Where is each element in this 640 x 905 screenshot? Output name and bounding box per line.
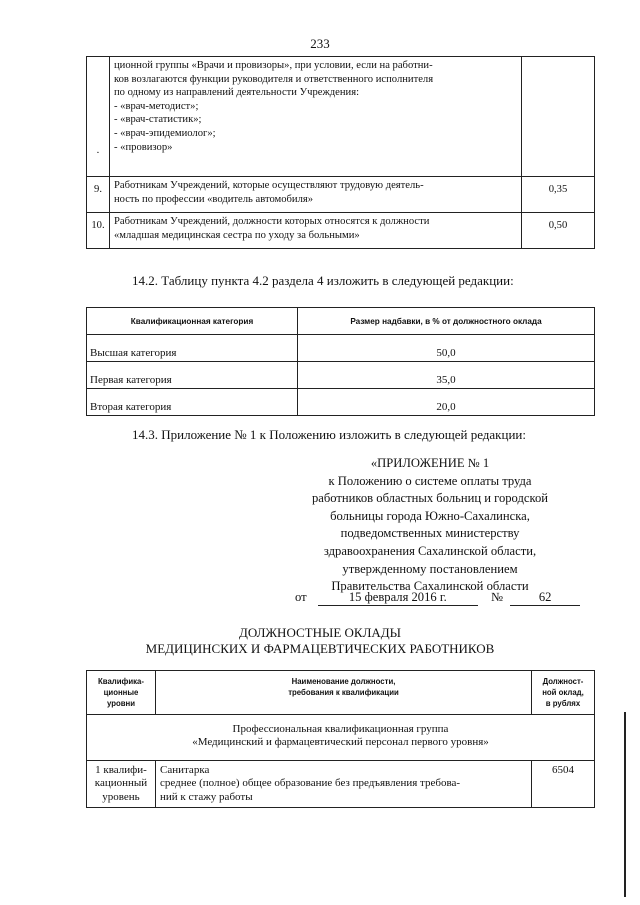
text-line: - «врач-эпидемиолог»; (114, 127, 216, 139)
text-line: ность по профессии «водитель автомобиля» (114, 193, 314, 205)
appendix-line: здравоохранения Сахалинской области, (323, 543, 537, 558)
text-line: - «врач-методист»; (114, 100, 199, 112)
text-line: ционной группы «Врачи и провизоры», при условии, если на работни- (114, 60, 433, 71)
row-value (522, 57, 595, 177)
document-title (0, 625, 640, 657)
row-value: 0,50 (522, 213, 595, 249)
appendix-line: утвержденному постановлением (342, 561, 518, 576)
table-row (87, 177, 595, 213)
group-row (87, 715, 595, 761)
text-line: ков возлагаются функции руководителя и ответственного исполнителя (114, 73, 434, 85)
group-title (87, 715, 595, 761)
category-value: 20,0 (298, 389, 595, 416)
row-description (110, 213, 522, 249)
text-line: - «провизор» (114, 141, 173, 153)
column-header-level (87, 671, 156, 715)
appendix-line: «ПРИЛОЖЕНИЕ № 1 (370, 456, 490, 470)
group-line: «Медицинский и фармацевтический персонал первого уровня» (192, 736, 489, 749)
page-number: 233 (310, 36, 330, 51)
decree-date: 15 февраля 2016 г. (318, 590, 478, 606)
header-line: Квалифика- (98, 677, 144, 686)
row-value: 0,35 (522, 177, 595, 213)
category-value: 35,0 (298, 362, 595, 389)
level-line: уровень (102, 790, 140, 803)
table-row (87, 760, 595, 807)
table-header-row (87, 308, 595, 335)
row-number: . (87, 57, 110, 177)
number-label: № (490, 590, 503, 604)
level-line: кационный (94, 777, 148, 790)
position-name: Санитарка (160, 763, 210, 776)
column-header: Квалификационная категория (87, 308, 298, 335)
row-description (110, 57, 522, 177)
salary-table (86, 670, 595, 808)
header-line: ционные (103, 688, 139, 697)
category-label: Высшая категория (87, 335, 298, 362)
header-line: в рублях (545, 699, 581, 708)
paragraph-14-3: 14.3. Приложение № 1 к Положению изложить в следующей редакции: (132, 427, 526, 442)
level-line: 1 квалифи- (95, 763, 147, 776)
appendix-line: больницы города Южно-Сахалинска, (330, 508, 530, 523)
title-line: ДОЛЖНОСТНЫЕ ОКЛАДЫ (238, 625, 401, 640)
decree-reference (295, 590, 580, 606)
text-line: по одному из направлений деятельности Учреждения: (114, 87, 360, 99)
header-line: Наименование должности, (291, 677, 396, 686)
paragraph-14-2: 14.2. Таблицу пункта 4.2 раздела 4 изложить в следующей редакции: (132, 273, 514, 288)
text-line: Работникам Учреждений, которые осуществляют трудовую деятель- (114, 180, 424, 191)
table-row (87, 389, 595, 416)
column-header: Размер надбавки, в % от должностного оклада (298, 308, 595, 335)
category-label: Вторая категория (87, 389, 298, 416)
category-table (86, 307, 595, 416)
requirement-line: среднее (полное) общее образование без предъявления требова- (160, 777, 461, 790)
qualification-level (87, 760, 156, 807)
from-label: от (295, 590, 307, 604)
text-line: Работникам Учреждений, должности которых относятся к должности (114, 216, 430, 227)
title-line: МЕДИЦИНСКИХ И ФАРМАЦЕВТИЧЕСКИХ РАБОТНИКОВ (145, 641, 495, 656)
table-row (87, 362, 595, 389)
requirement-line: ний к стажу работы (160, 790, 253, 803)
row-number: 10. (87, 213, 110, 249)
table-header-row (87, 671, 595, 715)
text-line: - «врач-статистик»; (114, 114, 202, 126)
header-line: Должност- (542, 677, 584, 686)
salary-value: 6504 (532, 760, 595, 807)
header-line: ной оклад, (542, 688, 584, 697)
appendix-line: работников областных больниц и городской (312, 491, 548, 506)
appendix-line: подведомственных министерству (340, 526, 520, 541)
text-line: «младшая медицинская сестра по уходу за больными» (114, 229, 360, 241)
appendix-line: Правительства Сахалинской области (331, 579, 529, 594)
group-line: Профессиональная квалификационная группа (232, 723, 449, 735)
category-label: Первая категория (87, 362, 298, 389)
appendix-line: к Положению о системе оплаты труда (328, 473, 532, 488)
table-row (87, 57, 595, 177)
category-value: 50,0 (298, 335, 595, 362)
row-description (110, 177, 522, 213)
appendix-header (280, 455, 580, 596)
table-row (87, 335, 595, 362)
column-header-salary (532, 671, 595, 715)
decree-number: 62 (510, 590, 580, 606)
allowance-table (86, 56, 595, 249)
page-edge-line (624, 712, 626, 897)
row-number: 9. (87, 177, 110, 213)
column-header-position (156, 671, 532, 715)
table-row (87, 213, 595, 249)
header-line: требования к квалификации (288, 688, 399, 697)
position-cell (156, 760, 532, 807)
header-line: уровни (106, 699, 136, 708)
